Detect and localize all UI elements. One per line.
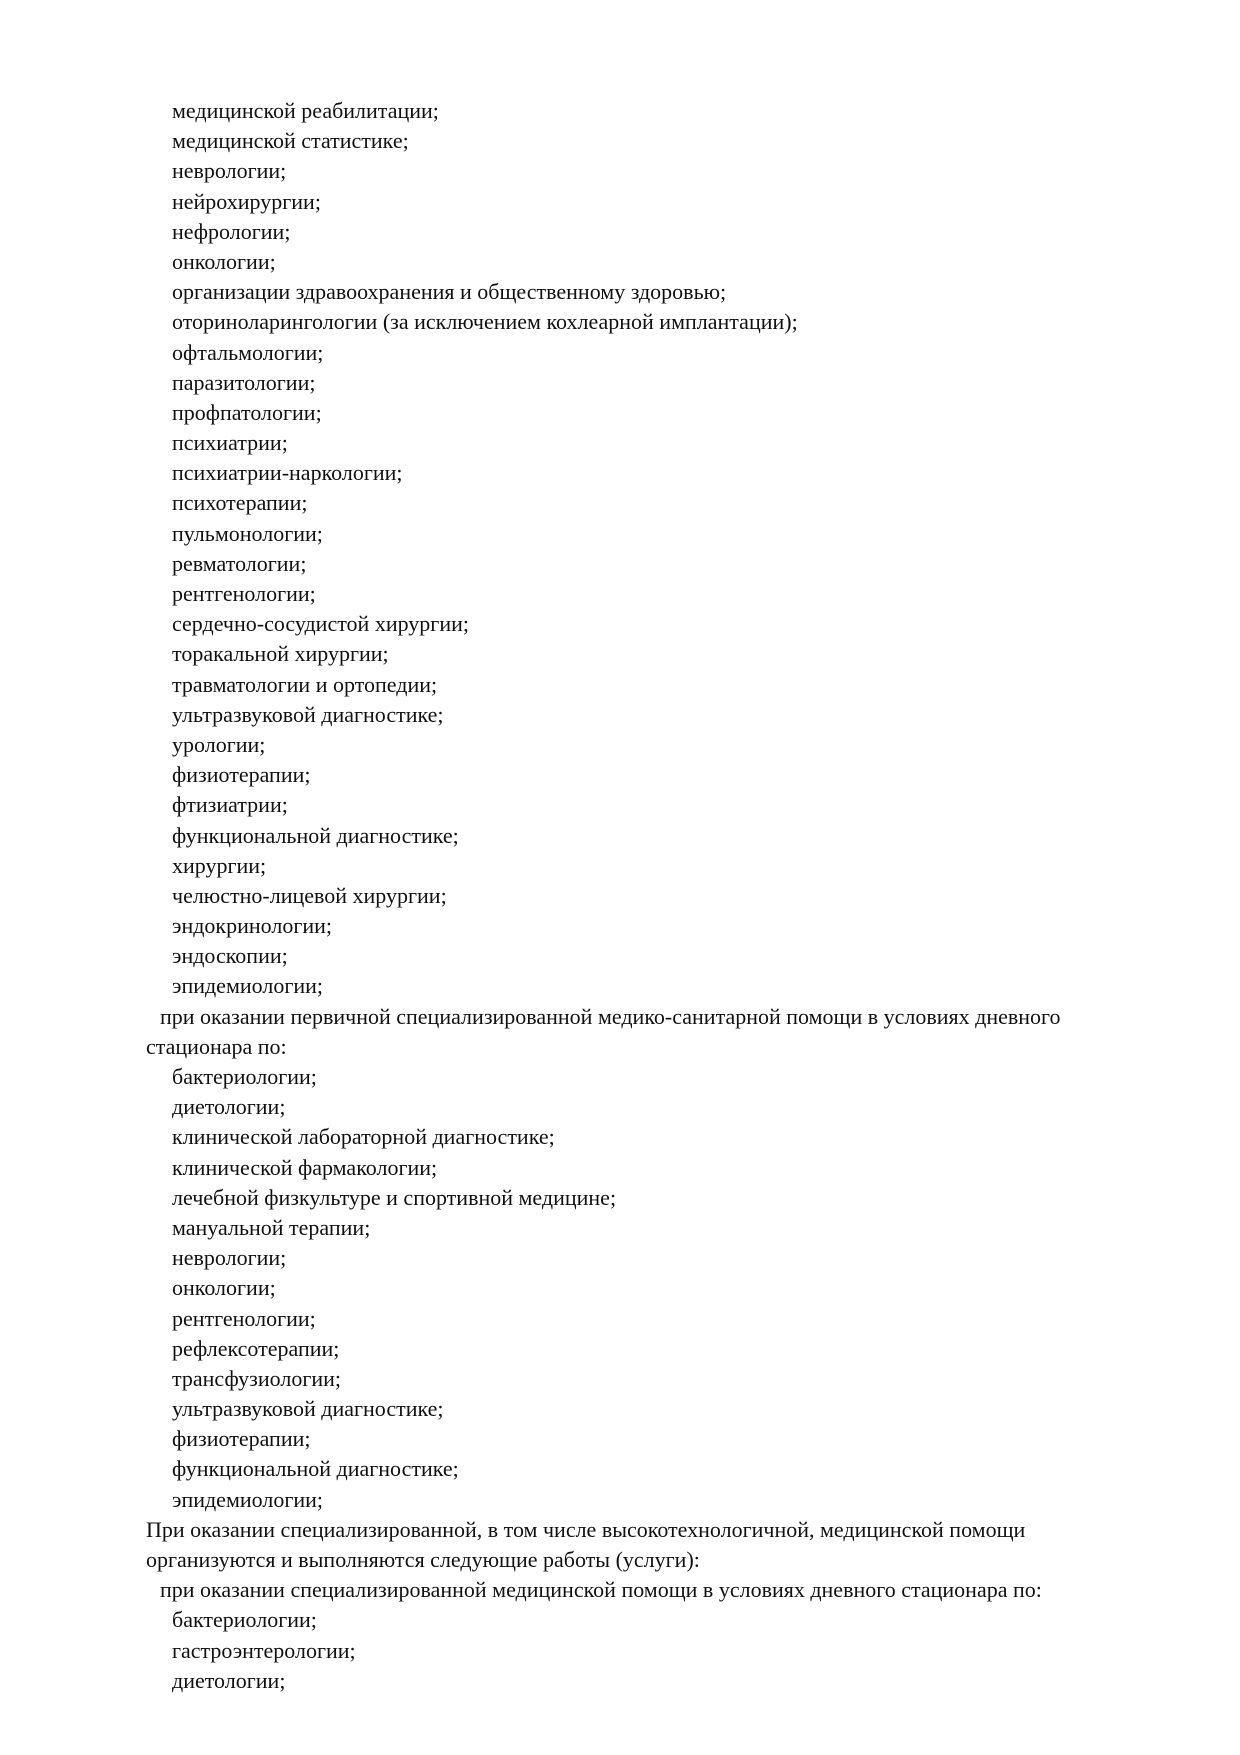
- service-list-outpatient: [0, 96, 1240, 1002]
- list-item: хирургии;: [172, 852, 267, 878]
- service-list-day-hospital-specialized: [0, 1575, 1240, 1696]
- list-item: эпидемиологии;: [172, 973, 324, 999]
- list-item: профпатологии;: [172, 399, 322, 425]
- list-item: психотерапии;: [172, 490, 308, 516]
- list-item: челюстно-лицевой хирургии;: [172, 882, 447, 908]
- list-item: неврологии;: [172, 158, 287, 184]
- list-item: гастроэнтерологии;: [172, 1637, 356, 1663]
- list-item: травматологии и ортопедии;: [172, 671, 438, 697]
- list-item: физиотерапии;: [172, 762, 311, 788]
- paragraph-line: При оказании специализированной, в том числе высокотехнологичной, медицинской помощи: [146, 1516, 1026, 1542]
- list-item: ультразвуковой диагностике;: [172, 701, 444, 727]
- list-item: рефлексотерапии;: [172, 1335, 340, 1361]
- list-item: нейрохирургии;: [172, 188, 321, 214]
- list-item: ультразвуковой диагностике;: [172, 1396, 444, 1422]
- list-item: лечебной физкультуре и спортивной медицине;: [172, 1184, 617, 1210]
- list-item: офтальмологии;: [172, 339, 324, 365]
- list-item: торакальной хирургии;: [172, 641, 389, 667]
- list-item: трансфузиологии;: [172, 1365, 341, 1391]
- list-item: рентгенологии;: [172, 581, 316, 606]
- list-item: неврологии;: [172, 1245, 287, 1271]
- list-item: психиатрии;: [172, 430, 288, 456]
- list-item: психиатрии-наркологии;: [172, 460, 403, 486]
- section-heading: при оказании специализированной медицинской помощи в условиях дневного стационара по:: [160, 1577, 1042, 1603]
- list-item: урологии;: [172, 731, 266, 757]
- list-item: онкологии;: [172, 1275, 276, 1301]
- list-item: эндокринологии;: [172, 913, 333, 939]
- service-list-day-hospital-primary: [0, 1002, 1240, 1515]
- list-item: паразитологии;: [172, 369, 316, 395]
- list-item: нефрологии;: [172, 218, 291, 244]
- document-page: [0, 96, 1240, 1696]
- list-item: сердечно-сосудистой хирургии;: [172, 611, 469, 637]
- list-item: медицинской статистике;: [172, 128, 409, 154]
- list-item: оториноларингологии (за исключением кохлеарной имплантации);: [172, 309, 798, 335]
- list-item: физиотерапии;: [172, 1426, 311, 1452]
- list-item: бактериологии;: [172, 1064, 317, 1089]
- list-item: функциональной диагностике;: [172, 1456, 459, 1482]
- section-heading: при оказании первичной специализированной медико-санитарной помощи в условиях дневного: [160, 1003, 1061, 1029]
- section-heading-continuation: стационара по:: [146, 1033, 287, 1059]
- list-item: эндоскопии;: [172, 943, 288, 969]
- list-item: диетологии;: [172, 1667, 286, 1693]
- list-item: пульмонологии;: [172, 520, 323, 546]
- list-item: клинической лабораторной диагностике;: [172, 1124, 555, 1150]
- paragraph-line: организуются и выполняются следующие работы (услуги):: [146, 1547, 700, 1572]
- list-item: функциональной диагностике;: [172, 822, 459, 848]
- list-item: организации здравоохранения и общественному здоровью;: [172, 279, 727, 305]
- list-item: мануальной терапии;: [172, 1214, 371, 1240]
- list-item: диетологии;: [172, 1094, 286, 1120]
- list-item: эпидемиологии;: [172, 1486, 324, 1512]
- list-item: рентгенологии;: [172, 1305, 316, 1331]
- list-item: фтизиатрии;: [172, 792, 288, 818]
- list-item: бактериологии;: [172, 1607, 317, 1633]
- specialized-care-paragraph: [0, 1515, 1240, 1575]
- list-item: ревматологии;: [172, 550, 307, 576]
- list-item: онкологии;: [172, 248, 276, 274]
- list-item: клинической фармакологии;: [172, 1154, 438, 1180]
- list-item: медицинской реабилитации;: [172, 98, 439, 123]
